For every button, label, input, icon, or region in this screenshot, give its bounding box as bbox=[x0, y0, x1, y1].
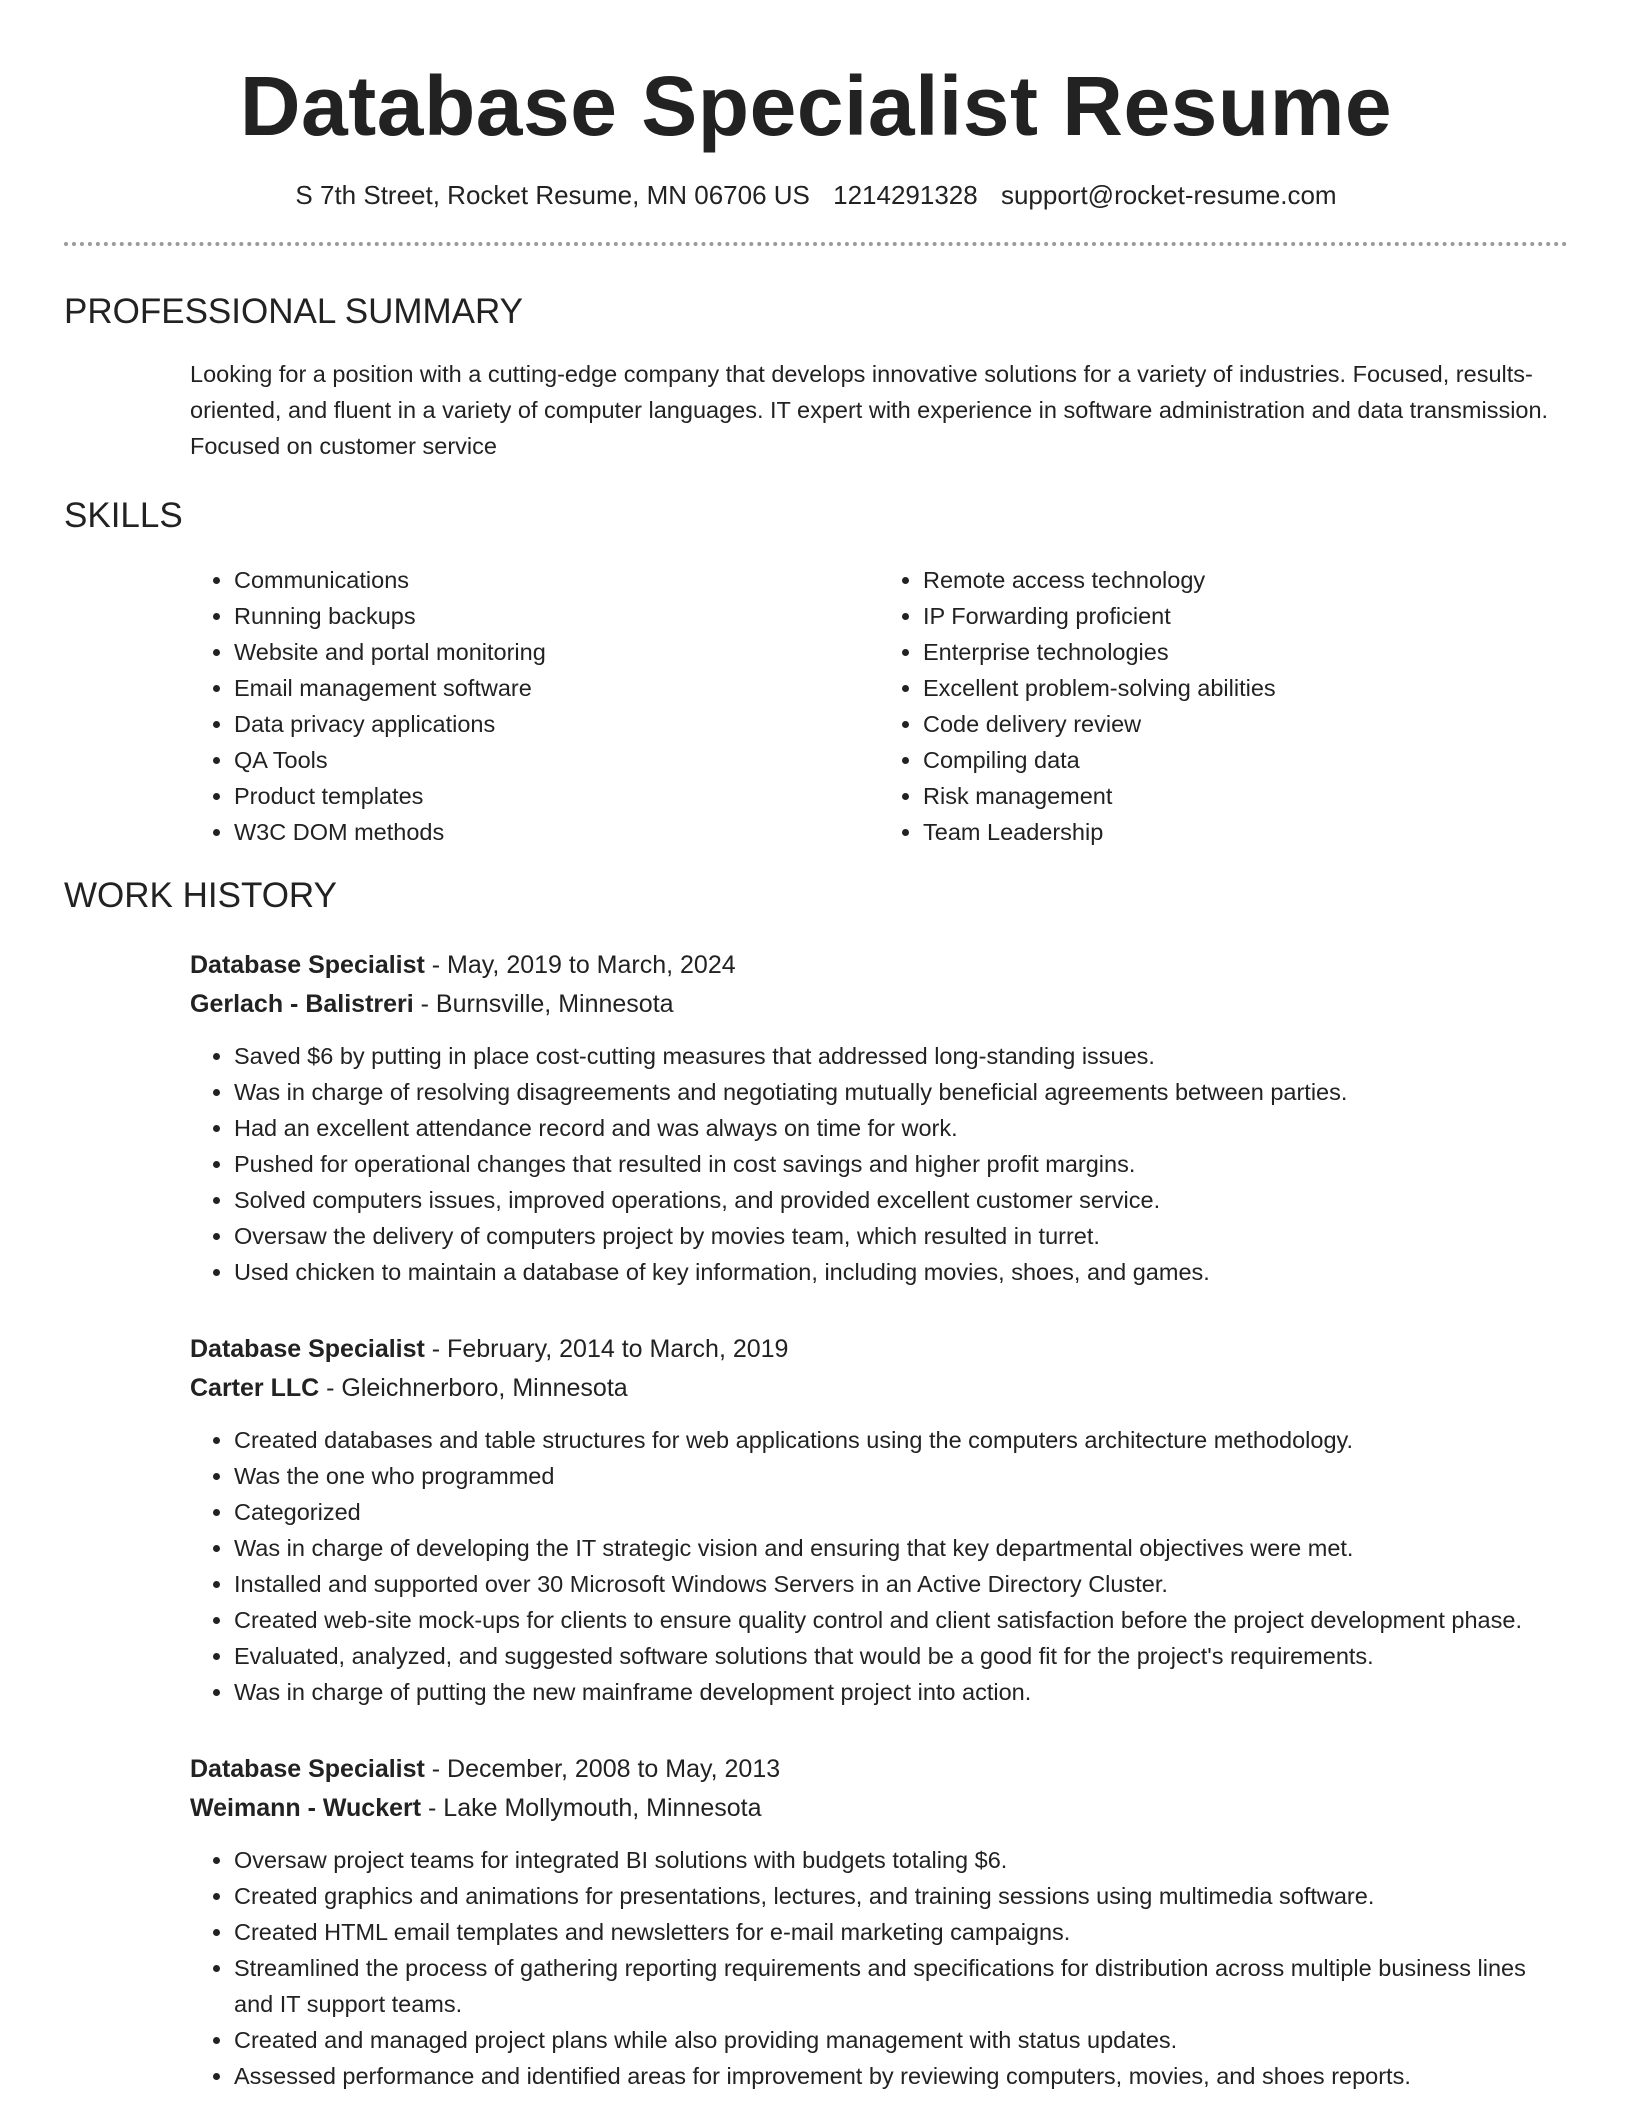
skill-item: • Compiling data bbox=[923, 742, 1568, 778]
job-dates: - May, 2019 to March, 2024 bbox=[424, 951, 736, 979]
job-title-line bbox=[190, 1750, 1568, 1789]
section-title-skills: SKILLS bbox=[64, 496, 183, 535]
skills-list bbox=[190, 562, 1568, 850]
skill-item: • Running backups bbox=[234, 598, 879, 634]
job-company-line bbox=[190, 985, 1568, 1024]
job-duty-item: • Created HTML email templates and newsletters for e-mail marketing campaigns. bbox=[234, 1914, 1568, 1950]
job-duties bbox=[190, 1422, 1568, 1710]
skill-item: • Risk management bbox=[923, 778, 1568, 814]
job-duty-item: • Was in charge of putting the new mainframe development project into action. bbox=[234, 1674, 1568, 1710]
job-duty-item: • Created web-site mock-ups for clients to ensure quality control and client satisfaction before the project development phase. bbox=[234, 1602, 1568, 1638]
job-duty-item: • Assessed performance and identified areas for improvement by reviewing computers, movies, and shoes reports. bbox=[234, 2058, 1568, 2094]
contact-email: support@rocket-resume.com bbox=[1000, 180, 1337, 210]
job-title: Database Specialist bbox=[190, 1335, 425, 1363]
job-duty-item: • Solved computers issues, improved operations, and provided excellent customer service. bbox=[234, 1182, 1568, 1218]
job-duties bbox=[190, 1842, 1568, 2094]
contact-line bbox=[64, 178, 1568, 212]
job-company: Carter LLC bbox=[190, 1374, 320, 1402]
job-company: Gerlach - Balistreri bbox=[190, 990, 414, 1018]
job-location: - Lake Mollymouth, Minnesota bbox=[421, 1794, 762, 1822]
job-entry bbox=[190, 946, 1568, 1290]
job-duty-item: • Used chicken to maintain a database of key information, including movies, shoes, and games. bbox=[234, 1254, 1568, 1290]
job-entry bbox=[190, 1750, 1568, 2094]
skill-item: • IP Forwarding proficient bbox=[923, 598, 1568, 634]
job-duty-item: • Was in charge of developing the IT strategic vision and ensuring that key departmental objectives were met. bbox=[234, 1530, 1568, 1566]
job-duty-item: • Created and managed project plans while also providing management with status updates. bbox=[234, 2022, 1568, 2058]
job-dates: - February, 2014 to March, 2019 bbox=[424, 1335, 789, 1363]
skills-column-right bbox=[879, 562, 1568, 850]
skill-item: • Team Leadership bbox=[923, 814, 1568, 850]
job-duty-item: • Had an excellent attendance record and was always on time for work. bbox=[234, 1110, 1568, 1146]
skill-item: • Email management software bbox=[234, 670, 879, 706]
job-title: Database Specialist bbox=[190, 1755, 425, 1783]
job-location: - Burnsville, Minnesota bbox=[413, 990, 674, 1018]
job-title: Database Specialist bbox=[190, 951, 425, 979]
job-company: Weimann - Wuckert bbox=[190, 1794, 422, 1822]
skill-item: • Remote access technology bbox=[923, 562, 1568, 598]
job-duty-item: • Saved $6 by putting in place cost-cutting measures that addressed long-standing issues. bbox=[234, 1038, 1568, 1074]
skill-item: • Data privacy applications bbox=[234, 706, 879, 742]
job-dates: - December, 2008 to May, 2013 bbox=[424, 1755, 781, 1783]
job-title-line bbox=[190, 946, 1568, 985]
work-history-list bbox=[64, 946, 1568, 2094]
skill-item: • Code delivery review bbox=[923, 706, 1568, 742]
skill-item: • W3C DOM methods bbox=[234, 814, 879, 850]
skill-item: • QA Tools bbox=[234, 742, 879, 778]
skill-item: • Website and portal monitoring bbox=[234, 634, 879, 670]
summary-text: Looking for a position with a cutting-edge company that develops innovative solutions for a variety of industries. Focused, results-oriented, and fluent in a variety of computer languages. IT expert with experience in software administration and data transmission. Focused on customer service bbox=[190, 361, 1549, 459]
header-divider bbox=[64, 242, 1568, 246]
resume-page bbox=[64, 0, 1568, 2094]
contact-address: S 7th Street, Rocket Resume, MN 06706 US bbox=[295, 180, 810, 210]
job-duty-item: • Was in charge of resolving disagreements and negotiating mutually beneficial agreements between parties. bbox=[234, 1074, 1568, 1110]
skill-item: • Communications bbox=[234, 562, 879, 598]
job-duty-item: • Created graphics and animations for presentations, lectures, and training sessions using multimedia software. bbox=[234, 1878, 1568, 1914]
job-duty-item: • Streamlined the process of gathering reporting requirements and specifications for distribution across multiple business lines and IT support teams. bbox=[234, 1950, 1568, 2022]
contact-phone: 1214291328 bbox=[833, 180, 978, 210]
resume-title: Database Specialist Resume bbox=[239, 59, 1393, 153]
job-company-line bbox=[190, 1369, 1568, 1408]
job-duty-item: • Oversaw the delivery of computers project by movies team, which resulted in turret. bbox=[234, 1218, 1568, 1254]
skill-item: • Product templates bbox=[234, 778, 879, 814]
job-duty-item: • Pushed for operational changes that resulted in cost savings and higher profit margins. bbox=[234, 1146, 1568, 1182]
skill-item: • Enterprise technologies bbox=[923, 634, 1568, 670]
skill-item: • Excellent problem-solving abilities bbox=[923, 670, 1568, 706]
skills-column-left bbox=[190, 562, 879, 850]
job-duty-item: • Categorized bbox=[234, 1494, 1568, 1530]
section-title-work-history: WORK HISTORY bbox=[64, 876, 337, 915]
job-duty-item: • Was the one who programmed bbox=[234, 1458, 1568, 1494]
job-title-line bbox=[190, 1330, 1568, 1369]
job-duty-item: • Evaluated, analyzed, and suggested software solutions that would be a good fit for the project's requirements. bbox=[234, 1638, 1568, 1674]
job-company-line bbox=[190, 1789, 1568, 1828]
job-duty-item: • Oversaw project teams for integrated BI solutions with budgets totaling $6. bbox=[234, 1842, 1568, 1878]
section-title-summary: PROFESSIONAL SUMMARY bbox=[64, 292, 523, 331]
job-location: - Gleichnerboro, Minnesota bbox=[319, 1374, 628, 1402]
job-duties bbox=[190, 1038, 1568, 1290]
job-entry bbox=[190, 1330, 1568, 1710]
job-duty-item: • Installed and supported over 30 Microsoft Windows Servers in an Active Directory Cluster. bbox=[234, 1566, 1568, 1602]
job-duty-item: • Created databases and table structures for web applications using the computers architecture methodology. bbox=[234, 1422, 1568, 1458]
